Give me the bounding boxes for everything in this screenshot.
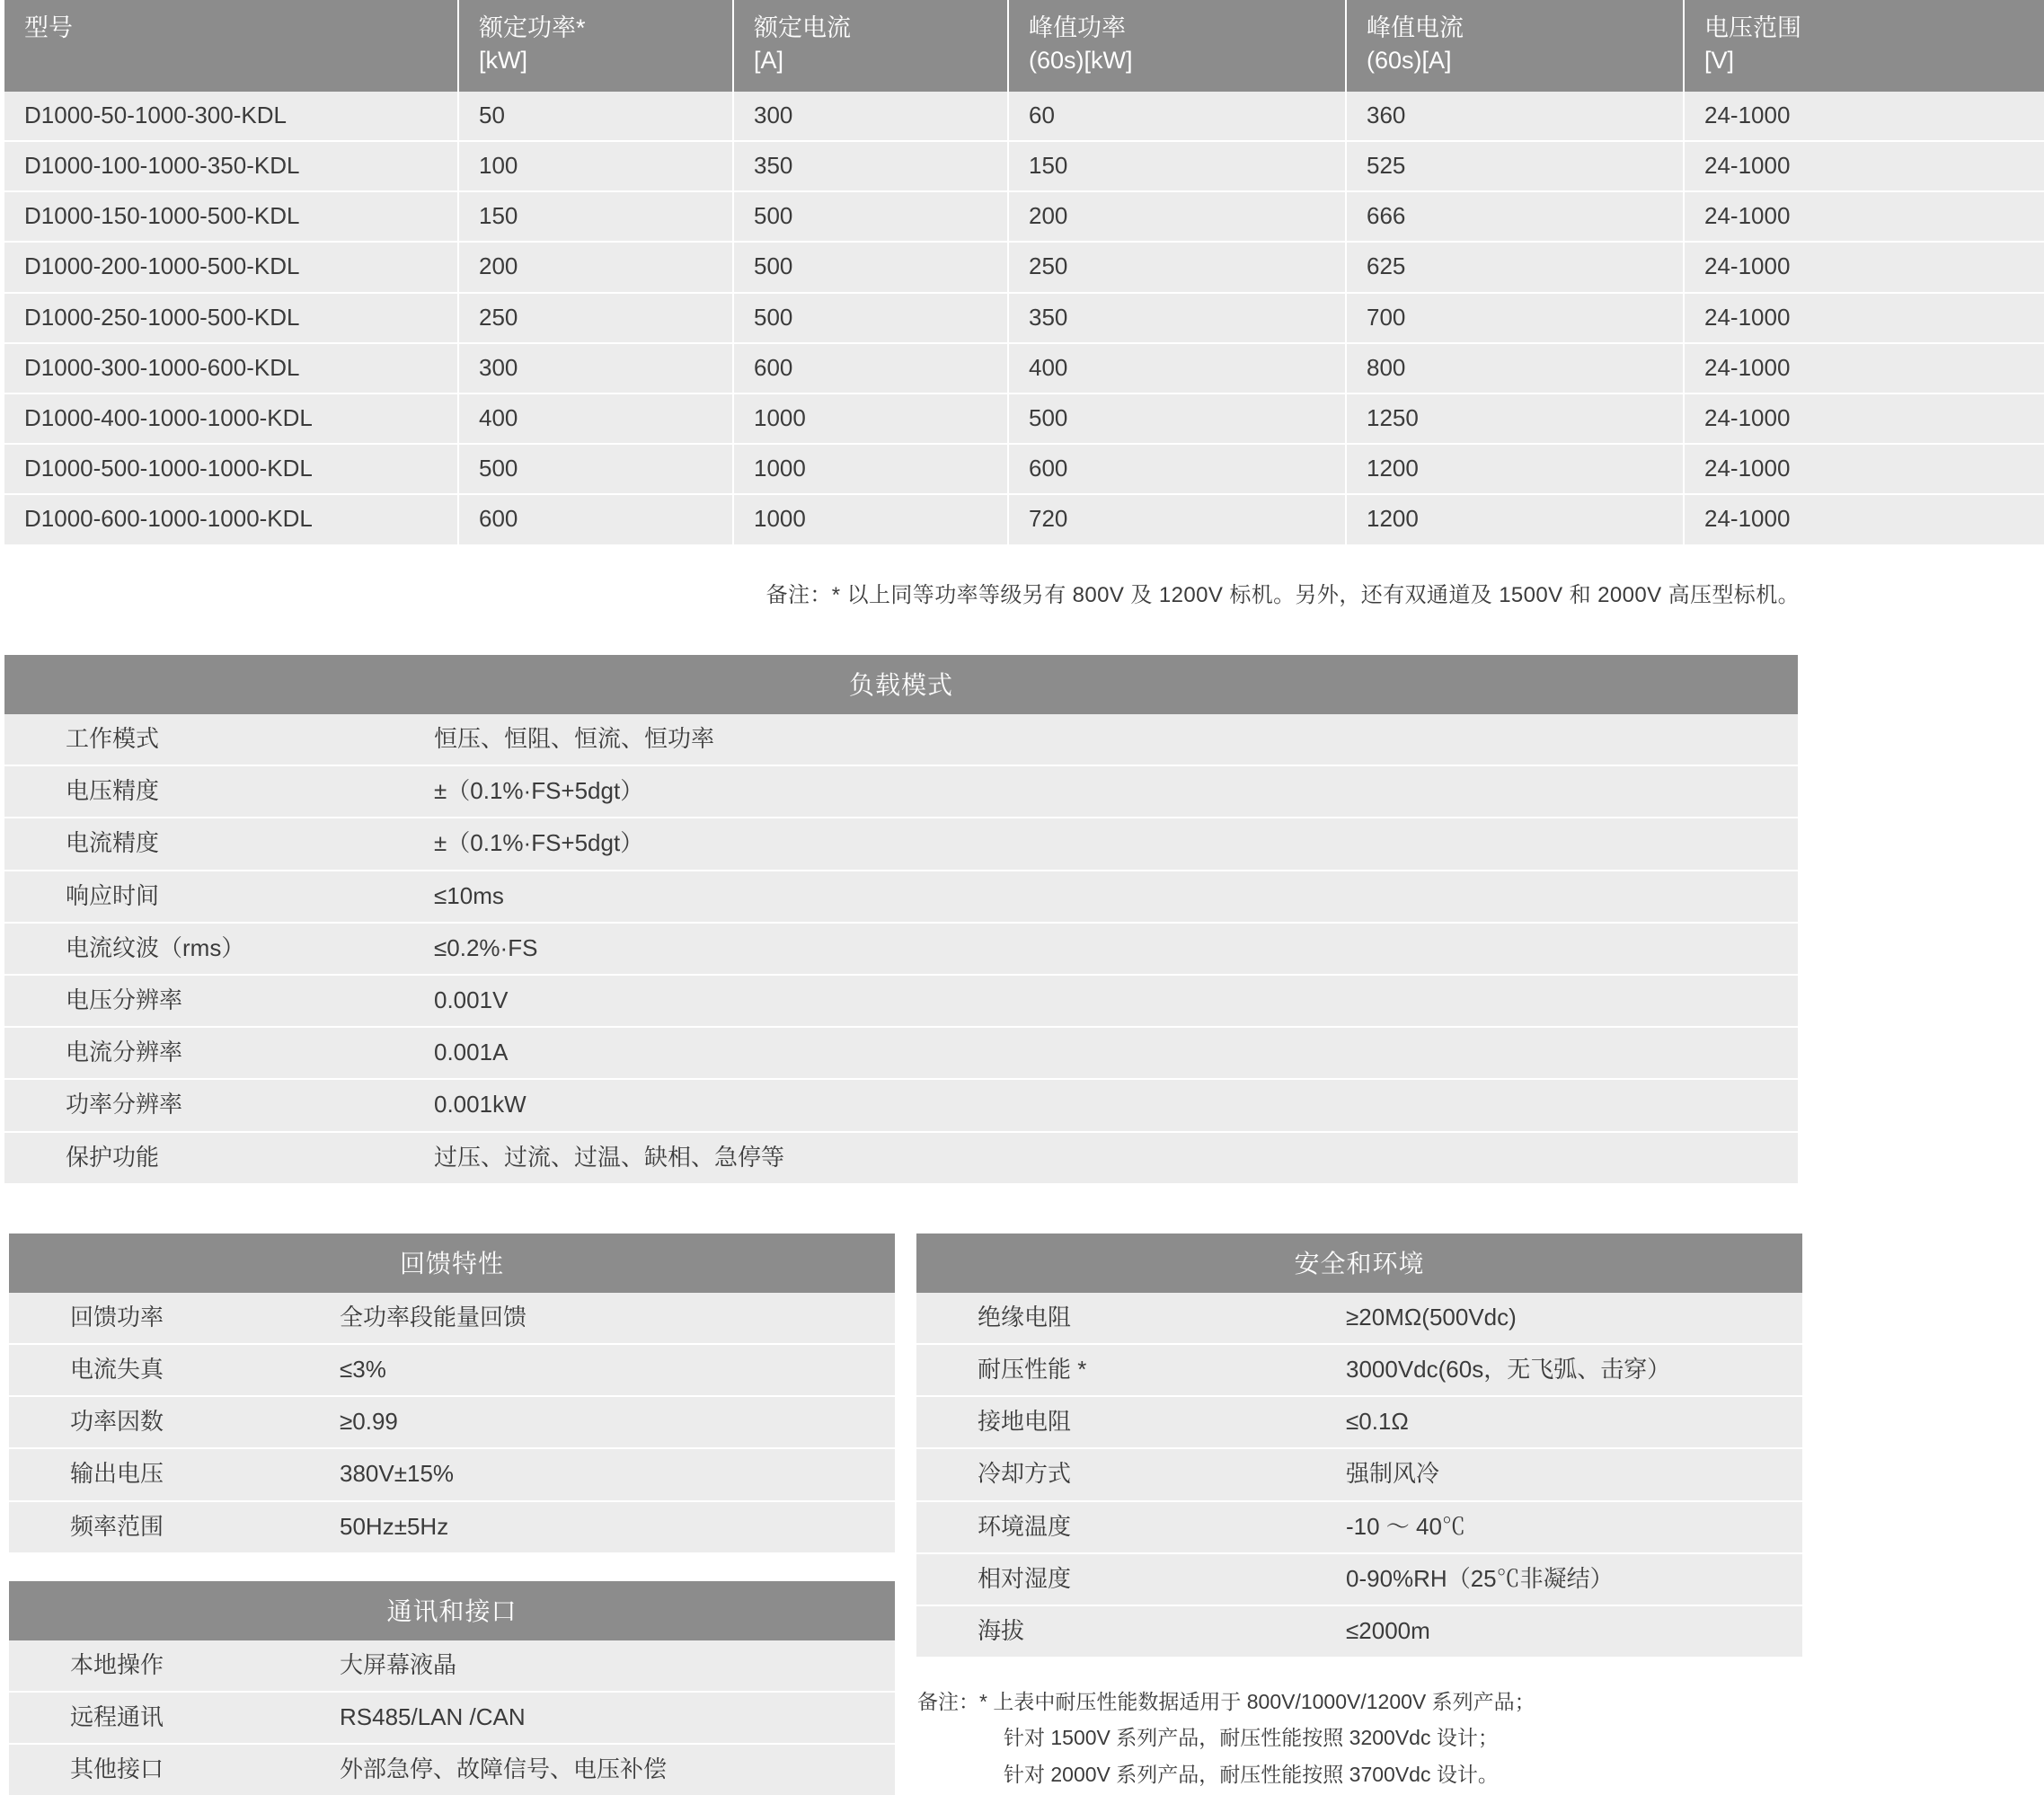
table-row	[4, 1027, 1798, 1079]
spec-value: 0-90%RH（25℃非凝结）	[1339, 1553, 1802, 1605]
spec-value: ≥0.99	[332, 1396, 895, 1448]
spec-key: 功率因数	[9, 1396, 332, 1448]
table-row	[4, 1079, 1798, 1131]
spec-value: 过压、过流、过温、缺相、急停等	[427, 1132, 1798, 1183]
column-header-rated-current	[733, 0, 1008, 92]
cell-peak-power: 350	[1008, 293, 1346, 343]
spec-key: 工作模式	[4, 714, 427, 765]
table-row	[916, 1605, 1802, 1657]
cell-voltage-range: 24-1000	[1684, 293, 2044, 343]
cell-model: D1000-200-1000-500-KDL	[4, 242, 458, 292]
spec-value: RS485/LAN /CAN	[332, 1692, 895, 1744]
table-row	[4, 818, 1798, 870]
spec-value: 强制风冷	[1339, 1448, 1802, 1500]
column-header-peak-power-line1: 峰值功率	[1029, 14, 1126, 41]
spec-value: 0.001A	[427, 1027, 1798, 1079]
safety-table	[916, 1293, 1802, 1657]
cell-peak-power: 200	[1008, 191, 1346, 242]
cell-rated-power: 250	[458, 293, 733, 343]
cell-rated-current: 1000	[733, 494, 1008, 544]
column-header-voltage-range-line1: 电压范围	[1704, 14, 1801, 41]
cell-voltage-range: 24-1000	[1684, 343, 2044, 393]
safety-note-line3: 针对 2000V 系列产品，耐压性能按照 3700Vdc 设计。	[1004, 1762, 1499, 1786]
spec-value: 0.001kW	[427, 1079, 1798, 1131]
spec-key: 相对湿度	[916, 1553, 1339, 1605]
cell-peak-current: 1200	[1346, 444, 1684, 494]
table-row	[4, 393, 2044, 444]
cell-rated-power: 300	[458, 343, 733, 393]
spec-key: 电流分辨率	[4, 1027, 427, 1079]
column-header-peak-current-line1: 峰值电流	[1367, 14, 1464, 41]
spec-value: 外部急停、故障信号、电压补偿	[332, 1744, 895, 1795]
table-row	[4, 1132, 1798, 1183]
cell-peak-power: 600	[1008, 444, 1346, 494]
table-row	[916, 1501, 1802, 1553]
cell-model: D1000-500-1000-1000-KDL	[4, 444, 458, 494]
cell-rated-power: 400	[458, 393, 733, 444]
column-header-peak-power-line2: (60s)[kW]	[1029, 46, 1133, 74]
spec-key: 保护功能	[4, 1132, 427, 1183]
cell-rated-power: 50	[458, 92, 733, 141]
spec-key: 绝缘电阻	[916, 1293, 1339, 1344]
cell-voltage-range: 24-1000	[1684, 494, 2044, 544]
cell-peak-current: 700	[1346, 293, 1684, 343]
spec-value: 50Hz±5Hz	[332, 1501, 895, 1552]
spec-value: -10 ～ 40℃	[1339, 1501, 1802, 1553]
column-header-rated-current-line2: [A]	[754, 46, 784, 74]
spec-key: 本地操作	[9, 1640, 332, 1692]
spec-key: 接地电阻	[916, 1396, 1339, 1448]
table-row	[916, 1344, 1802, 1396]
table-row	[9, 1448, 895, 1500]
cell-rated-power: 150	[458, 191, 733, 242]
model-table-body	[4, 92, 2044, 544]
spec-value: ±（0.1%·FS+5dgt）	[427, 818, 1798, 870]
cell-peak-power: 150	[1008, 141, 1346, 191]
cell-rated-power: 600	[458, 494, 733, 544]
cell-model: D1000-150-1000-500-KDL	[4, 191, 458, 242]
cell-voltage-range: 24-1000	[1684, 191, 2044, 242]
spec-value: 0.001V	[427, 975, 1798, 1027]
table-row	[9, 1293, 895, 1344]
spec-key: 电流失真	[9, 1344, 332, 1396]
spec-value: ≥20MΩ(500Vdc)	[1339, 1293, 1802, 1344]
load-mode-table	[4, 714, 1798, 1183]
feedback-title: 回馈特性	[9, 1234, 895, 1293]
spec-value: ±（0.1%·FS+5dgt）	[427, 765, 1798, 818]
load-mode-title: 负载模式	[4, 655, 1798, 714]
spec-value: 恒压、恒阻、恒流、恒功率	[427, 714, 1798, 765]
spec-key: 电流精度	[4, 818, 427, 870]
model-table-header	[4, 0, 2044, 92]
cell-peak-current: 800	[1346, 343, 1684, 393]
cell-peak-current: 666	[1346, 191, 1684, 242]
spec-key: 海拔	[916, 1605, 1339, 1657]
cell-model: D1000-300-1000-600-KDL	[4, 343, 458, 393]
spec-key: 电压分辨率	[4, 975, 427, 1027]
spec-key: 响应时间	[4, 871, 427, 923]
table-row	[9, 1640, 895, 1692]
spec-key: 冷却方式	[916, 1448, 1339, 1500]
column-header-rated-power-line1: 额定功率*	[479, 14, 586, 41]
spec-value: 全功率段能量回馈	[332, 1293, 895, 1344]
cell-peak-current: 1250	[1346, 393, 1684, 444]
table-row	[4, 975, 1798, 1027]
spec-value: ≤0.1Ω	[1339, 1396, 1802, 1448]
safety-note-line2: 针对 1500V 系列产品，耐压性能按照 3200Vdc 设计；	[1004, 1726, 1499, 1750]
table-row	[4, 293, 2044, 343]
cell-peak-power: 720	[1008, 494, 1346, 544]
cell-model: D1000-50-1000-300-KDL	[4, 92, 458, 141]
cell-rated-power: 100	[458, 141, 733, 191]
cell-peak-power: 500	[1008, 393, 1346, 444]
spec-key: 电流纹波（rms）	[4, 923, 427, 975]
table-row	[4, 191, 2044, 242]
cell-rated-current: 500	[733, 191, 1008, 242]
cell-rated-current: 500	[733, 293, 1008, 343]
right-column	[912, 1234, 1798, 1792]
cell-model: D1000-600-1000-1000-KDL	[4, 494, 458, 544]
cell-peak-current: 625	[1346, 242, 1684, 292]
column-header-peak-current-line2: (60s)[A]	[1367, 46, 1452, 74]
cell-peak-power: 400	[1008, 343, 1346, 393]
column-header-model-line1: 型号	[24, 14, 73, 41]
table-row	[4, 444, 2044, 494]
communication-table	[9, 1640, 895, 1795]
cell-rated-current: 1000	[733, 393, 1008, 444]
cell-voltage-range: 24-1000	[1684, 242, 2044, 292]
cell-peak-current: 525	[1346, 141, 1684, 191]
column-header-rated-power-line2: [kW]	[479, 46, 527, 74]
table-row	[916, 1396, 1802, 1448]
spec-key: 功率分辨率	[4, 1079, 427, 1131]
cell-rated-current: 350	[733, 141, 1008, 191]
cell-rated-power: 200	[458, 242, 733, 292]
column-header-peak-power	[1008, 0, 1346, 92]
cell-rated-current: 300	[733, 92, 1008, 141]
spec-key: 输出电压	[9, 1448, 332, 1500]
cell-voltage-range: 24-1000	[1684, 141, 2044, 191]
column-header-rated-current-line1: 额定电流	[754, 14, 851, 41]
cell-peak-current: 360	[1346, 92, 1684, 141]
table-row	[916, 1553, 1802, 1605]
table-row	[4, 494, 2044, 544]
cell-rated-power: 500	[458, 444, 733, 494]
spec-key: 远程通讯	[9, 1692, 332, 1744]
spec-key: 环境温度	[916, 1501, 1339, 1553]
cell-model: D1000-100-1000-350-KDL	[4, 141, 458, 191]
table-row	[4, 871, 1798, 923]
lower-sections	[4, 1234, 1798, 1795]
table-row	[4, 141, 2044, 191]
communication-section	[9, 1581, 895, 1795]
spec-value: 3000Vdc(60s，无飞弧、击穿）	[1339, 1344, 1802, 1396]
table-row	[4, 923, 1798, 975]
safety-note	[912, 1684, 1798, 1792]
spec-key: 电压精度	[4, 765, 427, 818]
table-row	[4, 92, 2044, 141]
spec-value: 大屏幕液晶	[332, 1640, 895, 1692]
cell-peak-current: 1200	[1346, 494, 1684, 544]
table-row	[9, 1344, 895, 1396]
spec-key: 其他接口	[9, 1744, 332, 1795]
cell-rated-current: 1000	[733, 444, 1008, 494]
table-row	[9, 1396, 895, 1448]
safety-note-line1: 备注：* 上表中耐压性能数据适用于 800V/1000V/1200V 系列产品；	[917, 1690, 1535, 1714]
feedback-table	[9, 1293, 895, 1552]
spec-value: ≤0.2%·FS	[427, 923, 1798, 975]
column-header-voltage-range-line2: [V]	[1704, 46, 1735, 74]
spec-key: 频率范围	[9, 1501, 332, 1552]
table-header-row	[4, 0, 2044, 92]
table-row	[4, 343, 2044, 393]
table-row	[4, 242, 2044, 292]
spec-value: ≤10ms	[427, 871, 1798, 923]
table-row	[9, 1744, 895, 1795]
cell-model: D1000-400-1000-1000-KDL	[4, 393, 458, 444]
cell-peak-power: 250	[1008, 242, 1346, 292]
spec-key: 回馈功率	[9, 1293, 332, 1344]
cell-peak-power: 60	[1008, 92, 1346, 141]
safety-section	[916, 1234, 1802, 1657]
safety-title: 安全和环境	[916, 1234, 1802, 1293]
table-row	[9, 1692, 895, 1744]
table-row	[4, 714, 1798, 765]
table-row	[916, 1293, 1802, 1344]
column-header-voltage-range	[1684, 0, 2044, 92]
column-header-peak-current	[1346, 0, 1684, 92]
column-header-model	[4, 0, 458, 92]
spec-value: ≤2000m	[1339, 1605, 1802, 1657]
cell-rated-current: 600	[733, 343, 1008, 393]
communication-title: 通讯和接口	[9, 1581, 895, 1640]
table-row	[9, 1501, 895, 1552]
cell-voltage-range: 24-1000	[1684, 444, 2044, 494]
load-mode-section	[4, 655, 1798, 1183]
spec-value: 380V±15%	[332, 1448, 895, 1500]
table-row	[916, 1448, 1802, 1500]
feedback-section	[9, 1234, 895, 1552]
cell-rated-current: 500	[733, 242, 1008, 292]
cell-model: D1000-250-1000-500-KDL	[4, 293, 458, 343]
left-column	[4, 1234, 890, 1795]
model-spec-table	[4, 0, 2044, 544]
spec-key: 耐压性能 *	[916, 1344, 1339, 1396]
spec-value: ≤3%	[332, 1344, 895, 1396]
cell-voltage-range: 24-1000	[1684, 393, 2044, 444]
model-table-note: 备注：* 以上同等功率等级另有 800V 及 1200V 标机。另外，还有双通道及 1500V 和 2000V 高压型标机。	[765, 582, 1800, 607]
cell-voltage-range: 24-1000	[1684, 92, 2044, 141]
table-row	[4, 765, 1798, 818]
column-header-rated-power	[458, 0, 733, 92]
